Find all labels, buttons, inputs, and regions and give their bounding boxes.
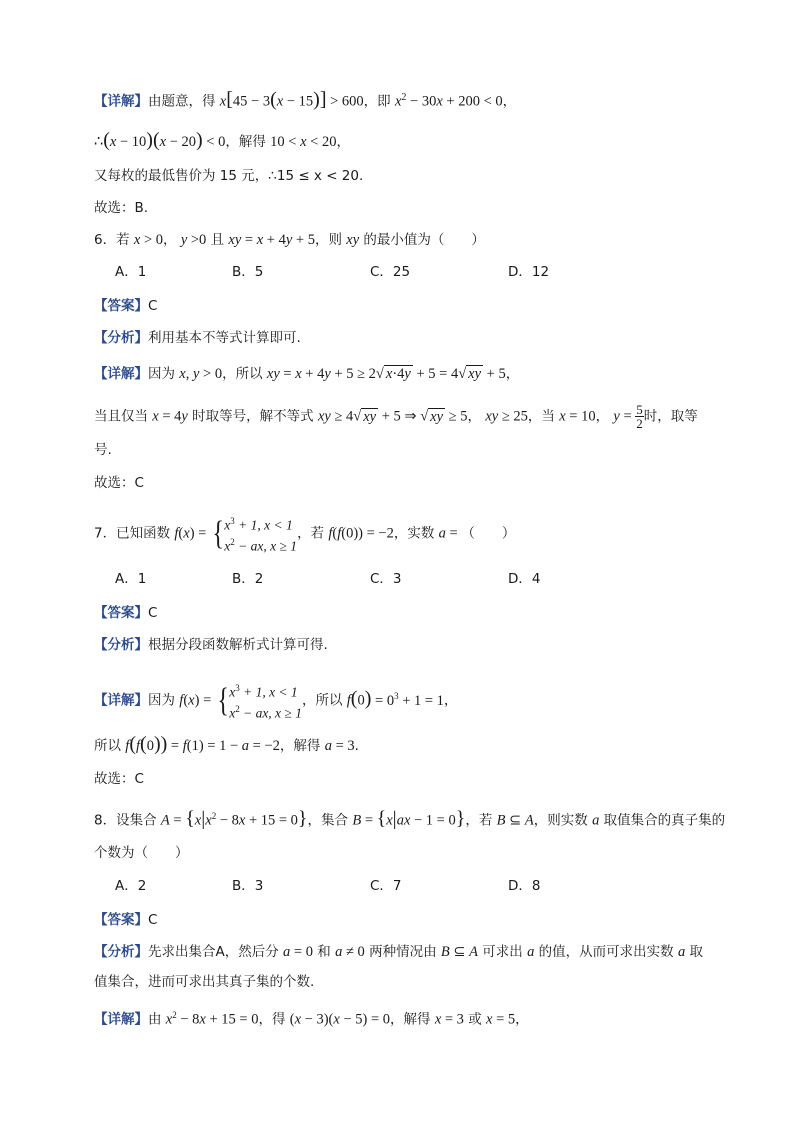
q7-detail-line1: 【详解】因为 f(x) = { $x^3 + 1$, x < 1 $x^2$ − ax, x ≥ 1 ，所以 $f(0) = 0^3 + 1 = 1$，: [94, 681, 458, 720]
analysis-label: 【分析】: [94, 330, 148, 346]
answer-label: 【答案】: [94, 298, 148, 314]
q6-detail-line2: 当且仅当 x = 4y 时取等号，解不等式 xy ≥ 4√ xy + 5 ⇒ √ xy ≥ 5， xy ≥ 25，当 x = 10， y = $\frac{5}{2}$ 时，取等: [94, 402, 698, 431]
q7-answer: 【答案】C: [94, 605, 158, 621]
q5-detail-line1: 【详解】由题意，得 x[45 − 3(x − 15)] > 600，即 $x^2 - 30x + 200 < 0$，: [94, 88, 517, 111]
q5-detail-line3: 又每枚的最低售价为 15 元，∴15 ≤ x < 20.: [94, 168, 364, 184]
q8-answer: 【答案】C: [94, 912, 158, 928]
q7-option-d: D．4: [508, 571, 541, 587]
q8-option-d: D．8: [508, 878, 541, 894]
q5-detail-line2: ∴(x − 10)(x − 20) < 0，解得 10 < x < 20，: [94, 129, 350, 151]
q6-choose: 故选：C: [94, 475, 144, 491]
q8-option-c: C．7: [370, 878, 402, 894]
q8-analysis-line1: 【分析】先求出集合A，然后分 a = 0 和 a ≠ 0 两种情况由 B ⊆ A 可求出 a 的值，从而可求出实数 a 取: [94, 944, 703, 960]
q6-analysis: [94, 328, 301, 348]
q7-option-a: A．1: [115, 571, 147, 587]
q6-option-d: D．12: [508, 264, 550, 280]
q8-stem-line2: 个数为（ ）: [94, 845, 189, 861]
q8-analysis-line2: 值集合，进而可求出其真子集的个数.: [94, 974, 315, 990]
q7-option-b: B．2: [232, 571, 264, 587]
detail-label: 【详解】: [94, 93, 148, 110]
q7-detail-line2: 所以 f(f(0)) = f(1) = 1 − a = −2，解得 a = 3.: [94, 733, 359, 755]
q7-option-c: C．3: [370, 571, 402, 587]
q8-answer-value: C: [148, 912, 158, 928]
q6-answer: [94, 296, 157, 316]
q8-option-b: B．3: [232, 878, 264, 894]
q8-detail-line1: 【详解】由 $x^2 - 8x + 15 = 0$，得 (x − 3)(x − 5) = 0，解得 x = 3 或 x = 5，: [94, 1010, 529, 1028]
q5-choose: 故选：B.: [94, 200, 149, 216]
q6-detail-line3: 号.: [94, 442, 112, 458]
q6-answer-value: C: [148, 298, 158, 314]
q7-analysis-text: 根据分段函数解析式计算可得.: [148, 637, 328, 653]
q7-answer-value: C: [148, 605, 158, 621]
q6-stem: 6．若 x > 0， y >0 且 xy = x + 4y + 5，则 xy 的最小值为（ ）: [94, 232, 485, 248]
q8-option-a: A．2: [115, 878, 147, 894]
q7-analysis: 【分析】根据分段函数解析式计算可得.: [94, 637, 328, 653]
q8-stem-line1: 8．设集合 $A = \{x|x^2 - 8x + 15 = 0\}$，集合 B = {x|ax − 1 = 0}，若 B ⊆ A，则实数 a 取值集合的真子集的: [94, 807, 726, 830]
q6-option-a: A．1: [115, 264, 147, 280]
q7-choose: 故选：C: [94, 771, 144, 787]
q6-analysis-text: 利用基本不等式计算即可.: [148, 330, 301, 346]
q6-detail-line1: 【详解】因为 x, y > 0，所以 xy = x + 4y + 5 ≥ 2√ x·4y + 5 = 4√ xy + 5，: [94, 366, 520, 382]
q6-option-c: C．25: [370, 264, 411, 280]
q6-option-b: B．5: [232, 264, 264, 280]
q7-stem: 7．已知函数 f(x) = { $x^3 + 1$, x < 1 $x^2$ − ax, x ≥ 1 ，若 f(f(0)) = −2，实数 a = （ ）: [94, 514, 516, 553]
